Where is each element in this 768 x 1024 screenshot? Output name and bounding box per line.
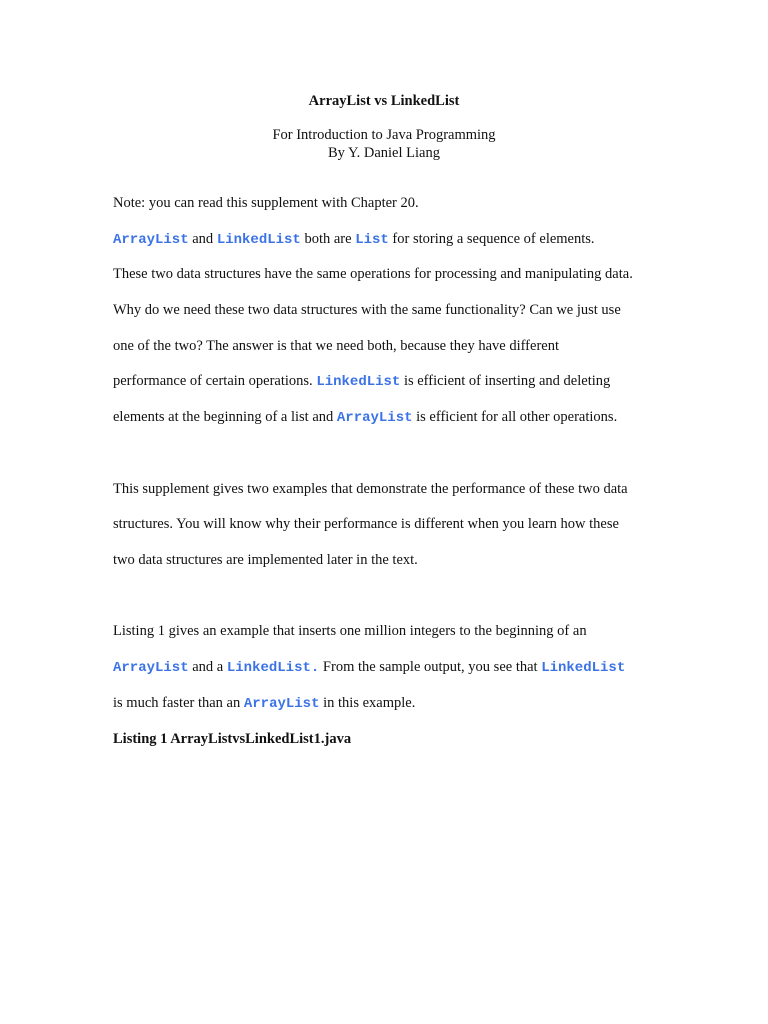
para1-line6 [113, 409, 617, 426]
para1-line2: These two data structures have the same operations for processing and manipulating data. [113, 266, 633, 282]
para1-line1 [113, 231, 595, 248]
para2-line3: two data structures are implemented later in the text. [113, 552, 418, 568]
code-arraylist: ArrayList [113, 232, 189, 248]
note-line: Note: you can read this supplement with Chapter 20. [113, 195, 419, 211]
text-segment: is much faster than an [113, 695, 244, 711]
text-segment: elements at the beginning of a list and [113, 409, 337, 425]
text-segment: is efficient of inserting and deleting [400, 373, 611, 389]
para3-line3 [113, 695, 415, 712]
text-segment: in this example. [319, 695, 416, 711]
para1-line5 [113, 373, 610, 390]
listing-heading: Listing 1 ArrayListvsLinkedList1.java [113, 731, 352, 747]
para2-line2: structures. You will know why their performance is different when you learn how these [113, 516, 619, 532]
text-segment: From the sample output, you see that [319, 659, 542, 675]
code-arraylist: ArrayList [113, 660, 189, 676]
document-subtitle: For Introduction to Java Programming [272, 127, 496, 143]
code-arraylist: ArrayList [243, 696, 320, 712]
text-segment: is efficient for all other operations. [412, 409, 618, 425]
text-segment: both are [300, 231, 356, 247]
para1-line3: Why do we need these two data structures with the same functionality? Can we just use [113, 302, 621, 318]
document-title: ArrayList vs LinkedList [308, 93, 460, 109]
document-author: By Y. Daniel Liang [328, 145, 440, 161]
text-segment: and [188, 231, 217, 247]
code-arraylist: ArrayList [336, 410, 413, 426]
para3-line2 [113, 659, 625, 676]
text-segment: performance of certain operations. [113, 373, 317, 389]
para3-line1: Listing 1 gives an example that inserts one million integers to the beginning of an [113, 623, 587, 639]
code-linkedlist: LinkedList [541, 660, 626, 676]
code-linkedlist: LinkedList. [226, 660, 320, 676]
code-linkedlist: LinkedList [216, 232, 301, 248]
para2-line1: This supplement gives two examples that demonstrate the performance of these two data [113, 481, 628, 497]
para1-line4: one of the two? The answer is that we need both, because they have different [113, 338, 559, 354]
code-list: List [355, 232, 389, 248]
code-linkedlist: LinkedList [316, 374, 401, 390]
text-segment: and a [188, 659, 227, 675]
text-segment: for storing a sequence of elements. [388, 231, 595, 247]
